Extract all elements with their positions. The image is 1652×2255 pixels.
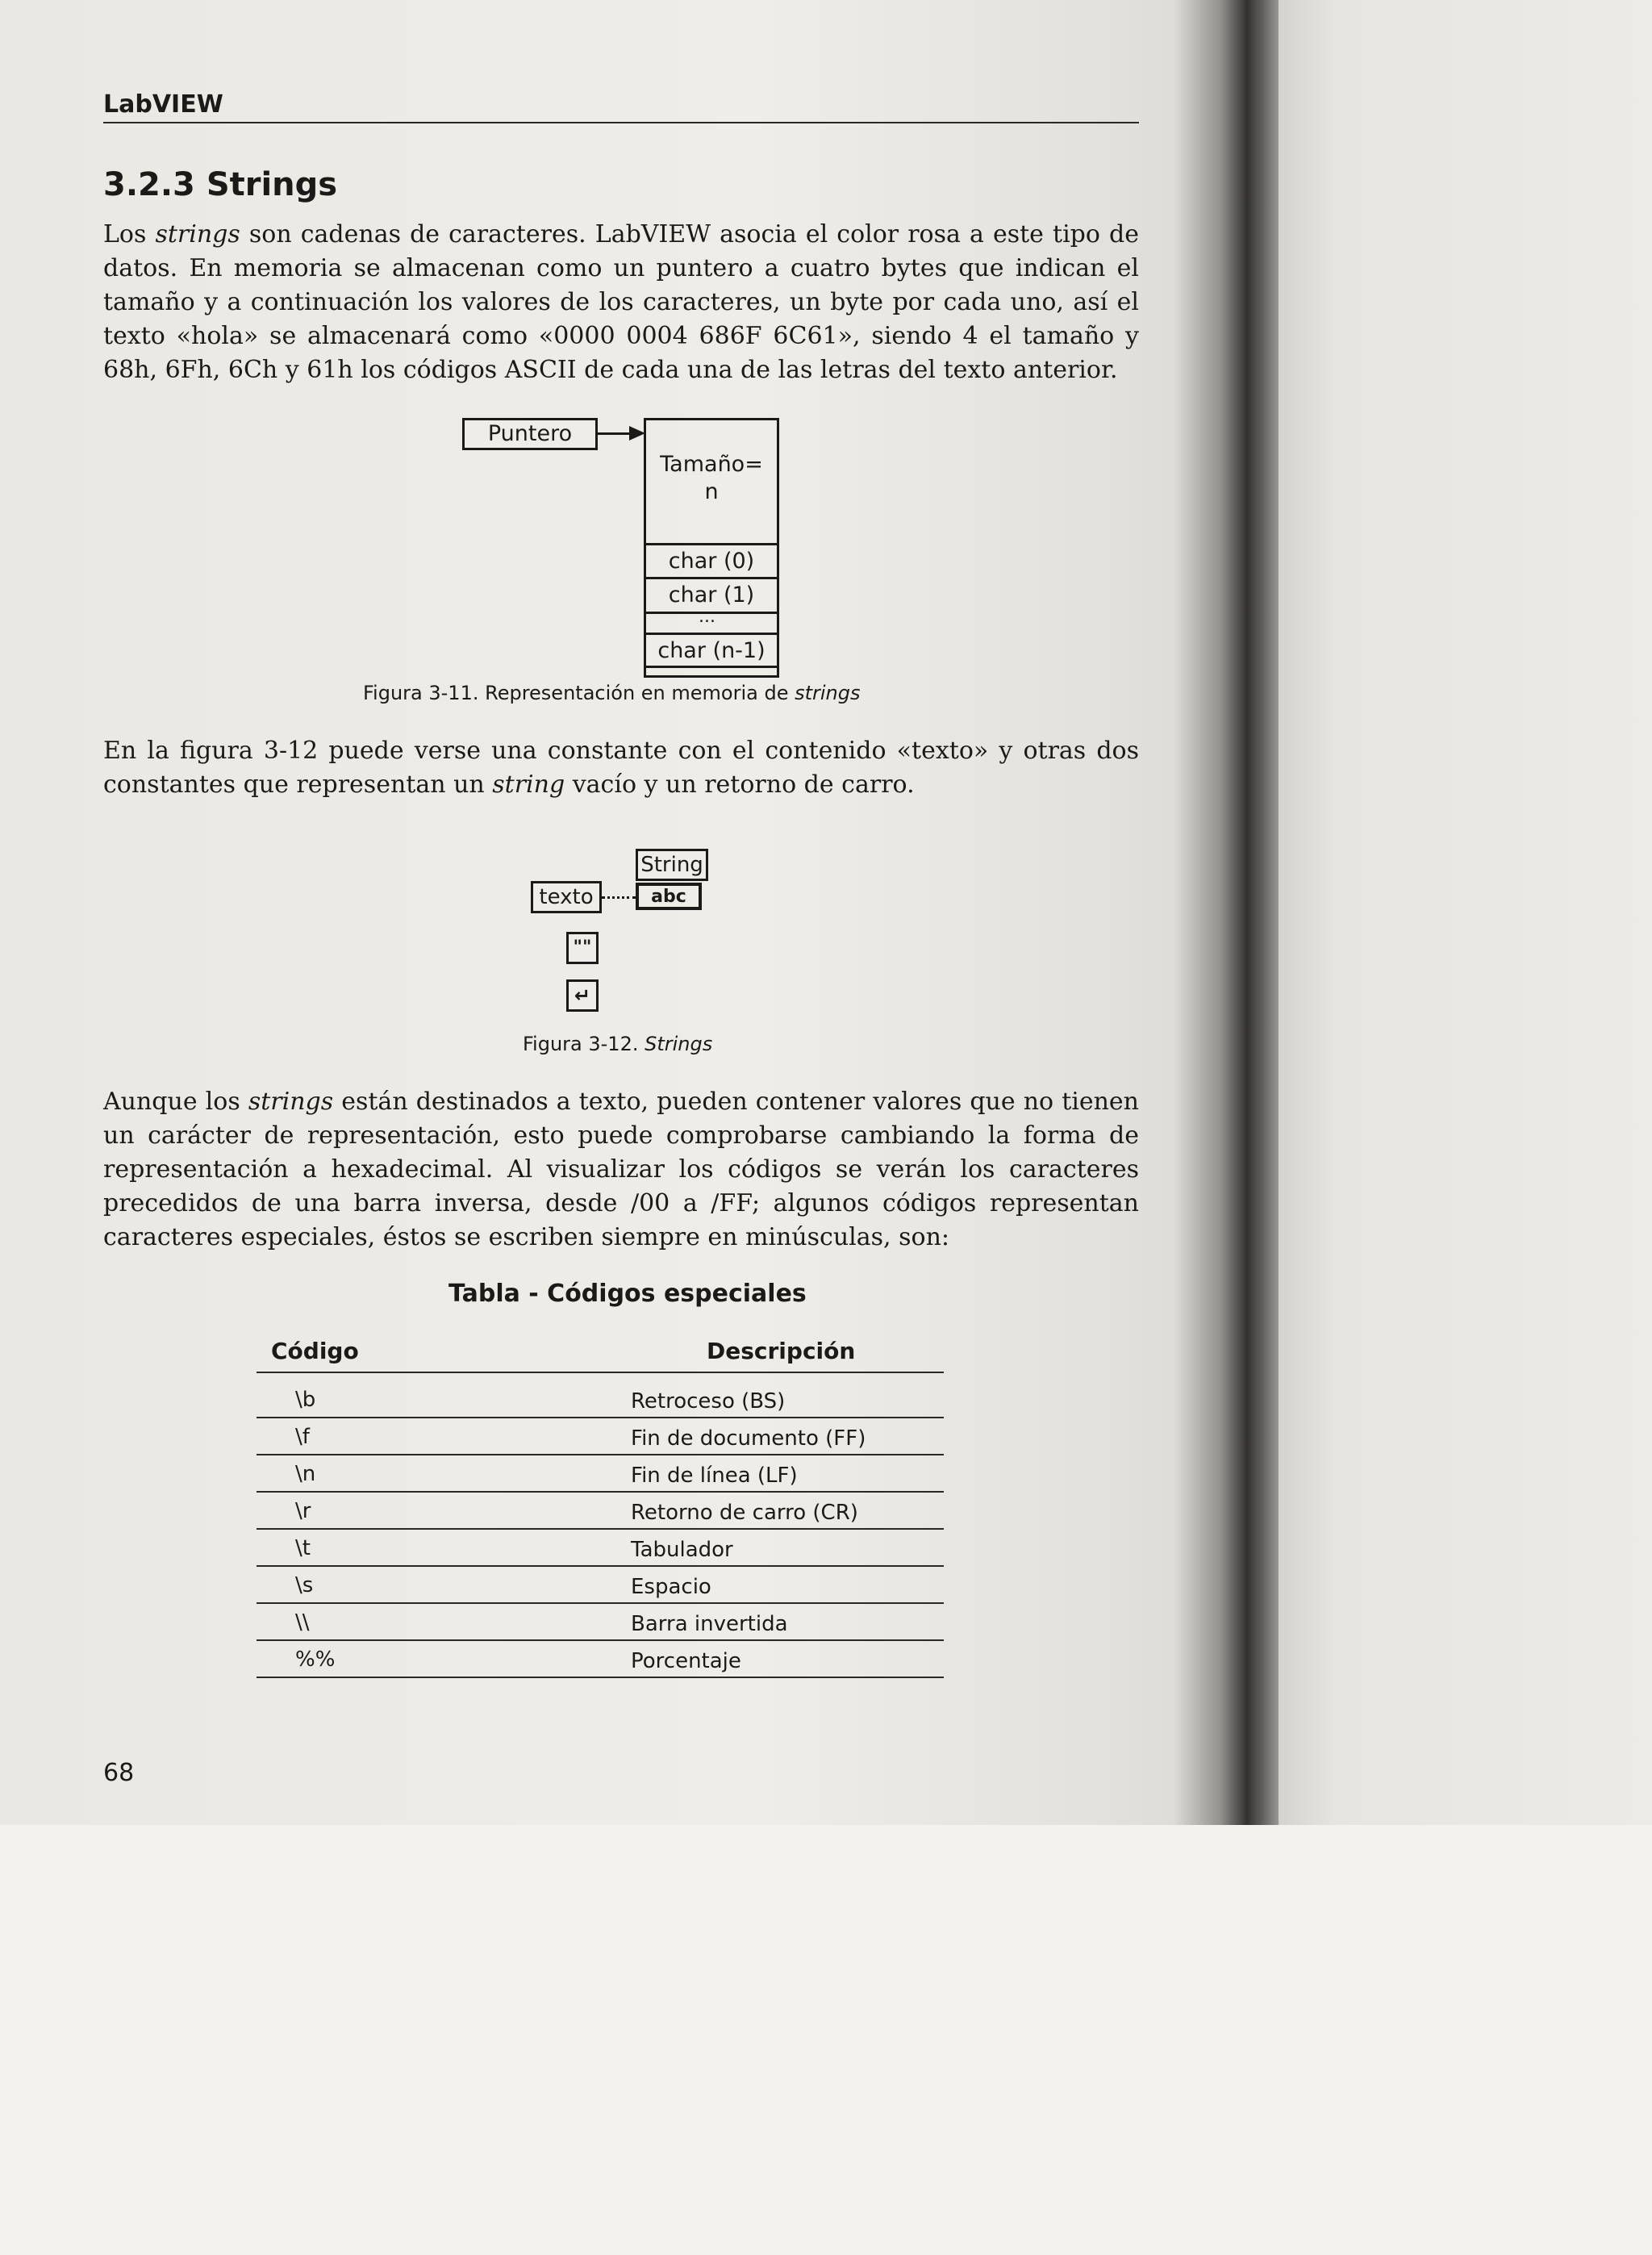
table-row: \b Retroceso (BS) xyxy=(257,1381,944,1418)
carriage-return-constant: ↵ xyxy=(566,979,599,1012)
table-title: Tabla - Códigos especiales xyxy=(448,1280,807,1308)
wire xyxy=(602,896,636,899)
table-row: \r Retorno de carro (CR) xyxy=(257,1493,944,1530)
table-row: \f Fin de documento (FF) xyxy=(257,1418,944,1455)
paragraph-special-codes: Aunque los strings están destinados a texto, pueden contener valores que no tienen un carácter de representación, esto puede comprobarse cambiando la forma de representación a hexadecimal. Al visualizar los códigos se verán los caracteres precedidos de una barra inversa, desde /00 a /FF; algunos códigos representan caracteres especiales, éstos se escriben siempre en minúsculas, son: xyxy=(103,1088,1139,1251)
column-header-description: Descripción xyxy=(707,1338,856,1364)
column-header-code: Código xyxy=(271,1338,359,1364)
figure-11-caption: Figura 3-11. Representación en memoria de strings xyxy=(363,682,861,704)
pointer-arrow-line xyxy=(598,432,630,435)
paragraph-intro: Los strings son cadenas de caracteres. LabVIEW asocia el color rosa a este tipo de datos. En memoria se almacenan como un puntero a cuatro bytes que indican el tamaño y a continuación los valores de los caracteres, un byte por cada uno, así el texto «hola» se almacenará como «0000 0004 686F 6C61», siendo 4 el tamaño y 68h, 6Fh, 6Ch y 61h los códigos ASCII de cada una de las letras del texto anterior. xyxy=(103,220,1139,384)
string-indicator-label: String xyxy=(636,849,708,881)
book-gutter-shadow xyxy=(1174,0,1279,1825)
facing-page-edge xyxy=(1258,0,1652,1825)
section-title: 3.2.3 Strings xyxy=(103,166,338,203)
string-indicator-terminal: abc xyxy=(636,883,702,910)
running-head: LabVIEW xyxy=(103,90,1139,123)
char-cell-last: char (n-1) xyxy=(644,633,779,668)
pointer-box: Puntero xyxy=(462,418,598,450)
table-row: %% Porcentaje xyxy=(257,1641,944,1678)
pointer-arrow-head xyxy=(629,426,645,441)
size-label: Tamaño= xyxy=(660,452,763,477)
size-field xyxy=(646,451,777,506)
scanner-background xyxy=(0,1825,1652,2255)
empty-string-constant: "" xyxy=(566,932,599,964)
paragraph-figure-intro: En la figura 3-12 puede verse una constante con el contenido «texto» y otras dos constantes que representan un string vacío y un retorno de carro. xyxy=(103,737,1139,799)
size-value: n xyxy=(704,479,719,504)
page-number: 68 xyxy=(103,1759,135,1787)
table-row: \s Espacio xyxy=(257,1567,944,1604)
table-header-rule xyxy=(257,1372,944,1373)
table-row: \t Tabulador xyxy=(257,1530,944,1567)
text-constant: texto xyxy=(531,881,602,913)
table-row: \\ Barra invertida xyxy=(257,1604,944,1641)
char-cell-1: char (1) xyxy=(646,577,777,614)
ellipsis: ... xyxy=(699,607,715,627)
table-row: \n Fin de línea (LF) xyxy=(257,1455,944,1493)
char-cell-0: char (0) xyxy=(646,543,777,578)
figure-12-caption: Figura 3-12. Strings xyxy=(523,1033,713,1055)
